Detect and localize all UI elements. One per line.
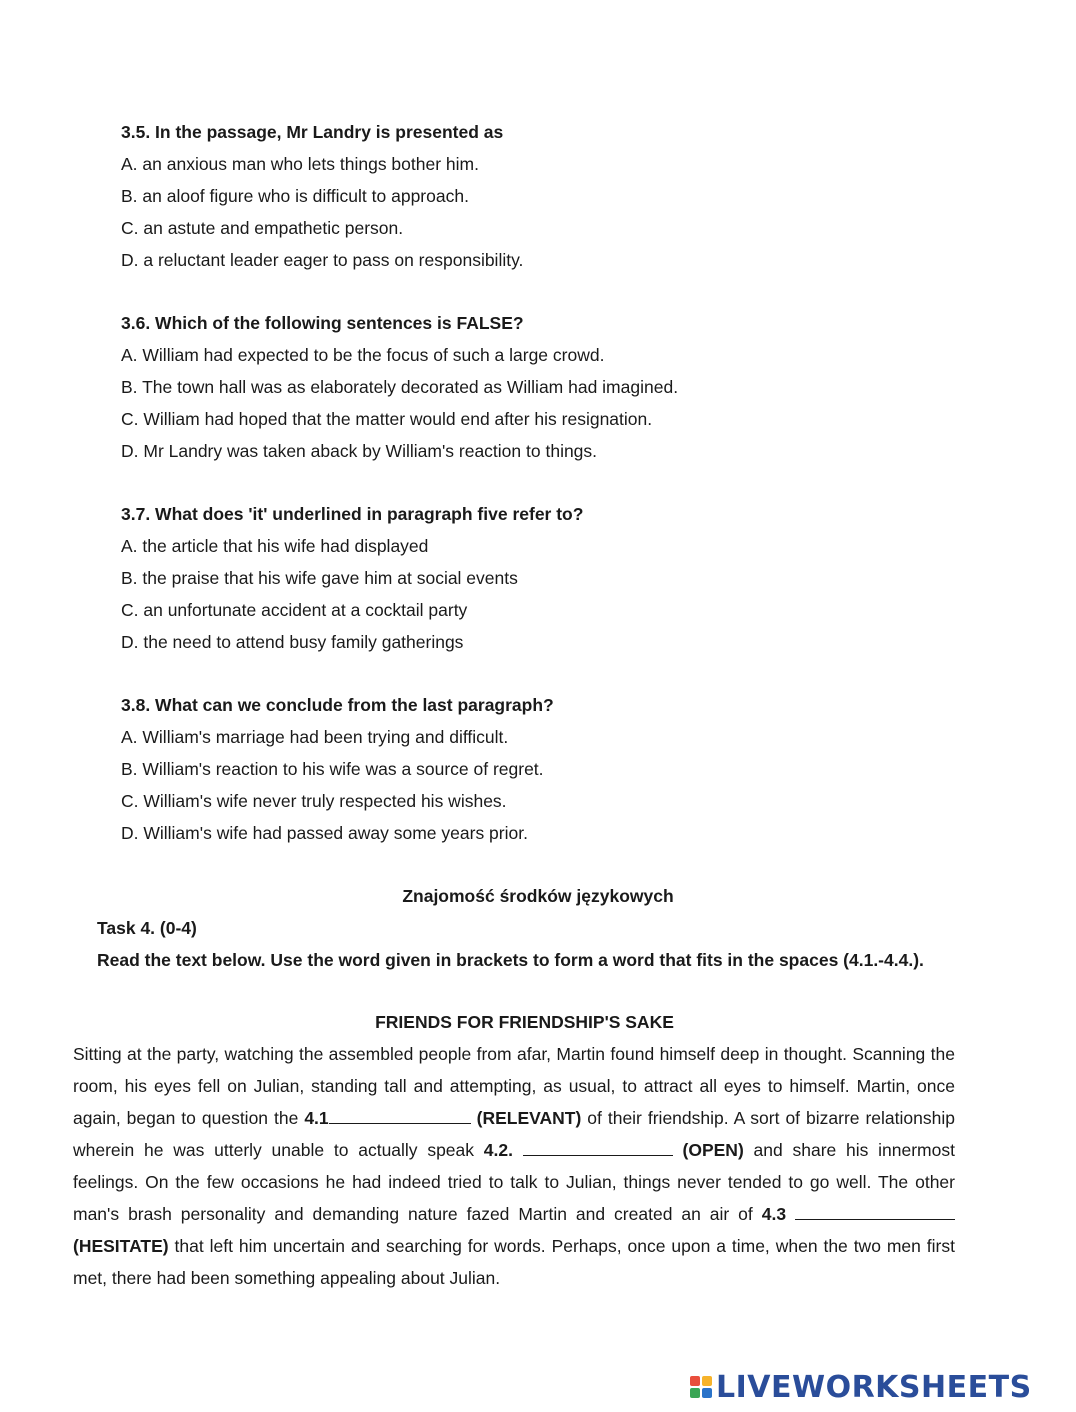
story-text <box>73 1038 955 1294</box>
question-title: 3.5. In the passage, Mr Landry is presented as <box>121 122 504 142</box>
liveworksheets-logo <box>690 1370 1032 1404</box>
option-d: D. the need to attend busy family gatherings <box>121 632 464 652</box>
story-part-1: Sitting at the party, watching the assembled people from afar, Martin found himself deep in thought. Scanning the room, his eyes fell on Julian, standing tall and attempting, as usual, to attract all eyes to himself. Martin, once again, began to question the <box>73 1044 955 1128</box>
option-c: C. William's wife never truly respected his wishes. <box>121 791 507 811</box>
story-part-2: of their friendship. A sort of bizarre relationship wherein he was utterly unable to actually speak <box>73 1108 955 1160</box>
question-title: 3.8. What can we conclude from the last paragraph? <box>121 695 554 715</box>
task-4 <box>97 912 977 976</box>
option-b: B. William's reaction to his wife was a source of regret. <box>121 759 544 779</box>
logo-text: LIVEWORKSHEETS <box>716 1369 1032 1405</box>
story-title: FRIENDS FOR FRIENDSHIP'S SAKE <box>375 1012 674 1032</box>
option-c: C. William had hoped that the matter would end after his resignation. <box>121 409 653 429</box>
option-b: B. the praise that his wife gave him at social events <box>121 568 518 588</box>
option-d: D. a reluctant leader eager to pass on responsibility. <box>121 250 524 270</box>
question-3-8 <box>121 689 941 849</box>
gap-4-1-number: 4.1 <box>304 1108 329 1128</box>
question-title: 3.6. Which of the following sentences is FALSE? <box>121 313 524 333</box>
gap-4-3-word: (HESITATE) <box>73 1236 169 1256</box>
question-3-5 <box>121 116 941 276</box>
question-3-6 <box>121 307 941 467</box>
gap-4-2-word: (OPEN) <box>682 1140 744 1160</box>
option-d: D. Mr Landry was taken aback by William's reaction to things. <box>121 441 598 461</box>
task-instruction: Read the text below. Use the word given in brackets to form a word that fits in the spaces (4.1.-4.4.). <box>97 950 924 970</box>
gap-4-1-blank[interactable] <box>329 1106 471 1124</box>
section-heading: Znajomość środków językowych <box>402 886 674 906</box>
option-b: B. The town hall was as elaborately decorated as William had imagined. <box>121 377 679 397</box>
question-title: 3.7. What does 'it' underlined in paragraph five refer to? <box>121 504 584 524</box>
gap-4-2-blank[interactable] <box>523 1138 673 1156</box>
gap-4-3-blank[interactable] <box>795 1202 955 1220</box>
option-c: C. an unfortunate accident at a cocktail party <box>121 600 468 620</box>
story-part-4: that left him uncertain and searching for words. Perhaps, once upon a time, when the two men first met, there had been something appealing about Julian. <box>73 1236 955 1288</box>
option-b: B. an aloof figure who is difficult to approach. <box>121 186 469 206</box>
option-a: A. an anxious man who lets things bother him. <box>121 154 479 174</box>
option-c: C. an astute and empathetic person. <box>121 218 404 238</box>
gap-4-1-word: (RELEVANT) <box>476 1108 582 1128</box>
question-3-7 <box>121 498 941 658</box>
option-a: A. William's marriage had been trying and difficult. <box>121 727 509 747</box>
option-a: A. William had expected to be the focus of such a large crowd. <box>121 345 605 365</box>
gap-4-2-number: 4.2. <box>483 1140 513 1160</box>
task-label: Task 4. (0-4) <box>97 918 197 938</box>
story-part-3: and share his innermost feelings. On the few occasions he had indeed tried to talk to Julian, things never tended to go well. The other man's brash personality and demanding nature fazed Martin and created an air of <box>73 1140 955 1224</box>
option-a: A. the article that his wife had displayed <box>121 536 429 556</box>
option-d: D. William's wife had passed away some years prior. <box>121 823 528 843</box>
logo-mark-icon <box>690 1376 712 1398</box>
gap-4-3-number: 4.3 <box>761 1204 787 1224</box>
